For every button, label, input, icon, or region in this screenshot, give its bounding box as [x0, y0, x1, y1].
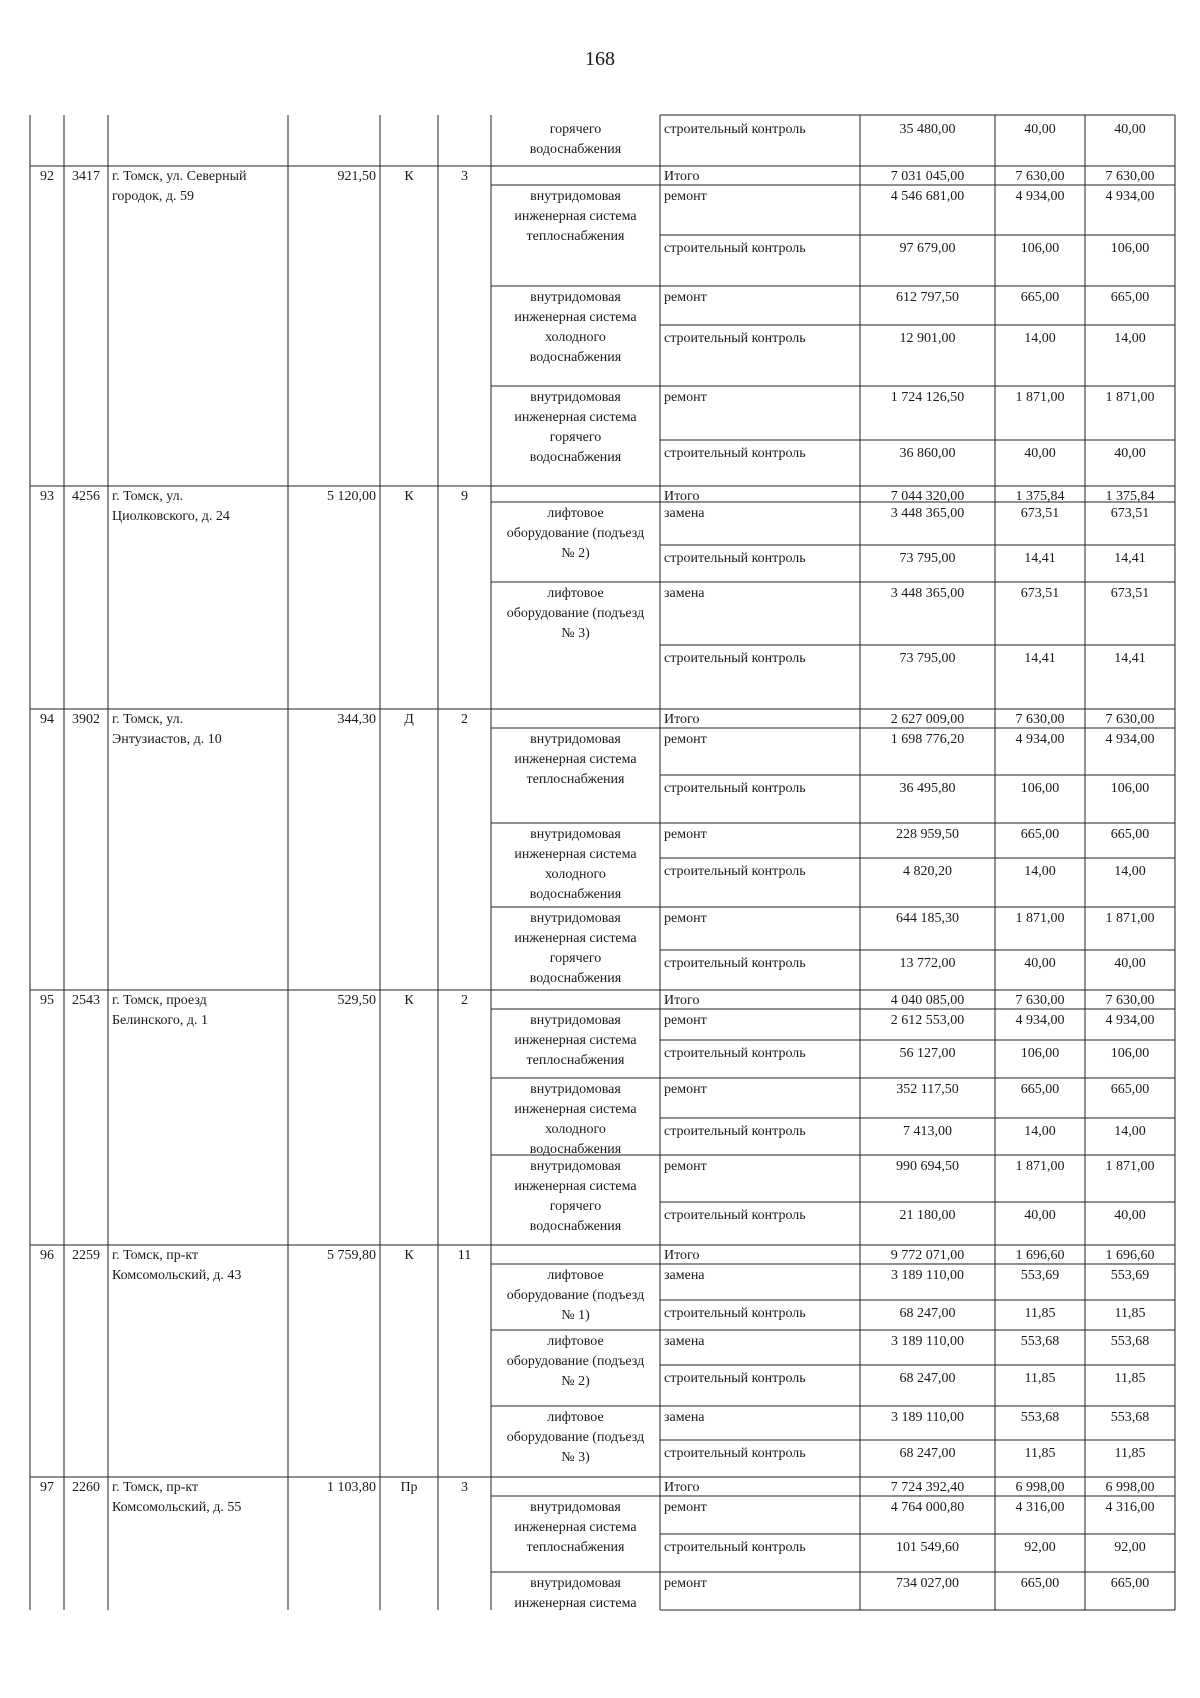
- cost-limit: 665,00: [1110, 827, 1150, 842]
- total-label: Итого: [664, 712, 700, 727]
- cost-limit: 553,68: [1110, 1410, 1150, 1425]
- cost-limit: 4 316,00: [1105, 1500, 1155, 1515]
- system-name: внутридомовая инженерная система холодного водоснабжения: [514, 1082, 637, 1157]
- cost-per-m2: 14,41: [1024, 551, 1056, 566]
- cost-limit: 11,85: [1114, 1446, 1146, 1461]
- house-area: 5 759,80: [327, 1248, 376, 1263]
- house-type: К: [404, 993, 414, 1008]
- house-address: г. Томск, ул. Энтузиастов, д. 10: [112, 712, 222, 747]
- cost-per-m2: 40,00: [1024, 122, 1056, 137]
- work-type: ремонт: [664, 911, 707, 926]
- work-cost: 2 612 553,00: [890, 1013, 965, 1028]
- cost-limit: 14,41: [1114, 551, 1146, 566]
- total-limit: 1 375,84: [1105, 489, 1155, 504]
- cost-per-m2: 14,00: [1024, 331, 1056, 346]
- row-number: 93: [40, 489, 54, 504]
- work-cost: 990 694,50: [896, 1159, 959, 1174]
- work-cost: 36 860,00: [899, 446, 956, 461]
- work-cost: 3 189 110,00: [891, 1334, 964, 1349]
- system-name: внутридомовая инженерная система теплоснабжения: [514, 732, 637, 787]
- work-cost: 13 772,00: [899, 956, 956, 971]
- work-cost: 68 247,00: [899, 1371, 956, 1386]
- cost-per-m2: 665,00: [1020, 1082, 1060, 1097]
- work-type: строительный контроль: [664, 651, 806, 666]
- cost-limit: 553,69: [1110, 1268, 1150, 1283]
- total-label: Итого: [664, 1248, 700, 1263]
- cost-limit: 106,00: [1110, 1046, 1150, 1061]
- cost-per-m2: 1 871,00: [1015, 390, 1065, 405]
- floor-count: 9: [461, 489, 468, 504]
- total-limit: 7 630,00: [1105, 993, 1155, 1008]
- work-cost: 68 247,00: [899, 1306, 956, 1321]
- work-type: замена: [664, 506, 705, 521]
- work-cost: 3 189 110,00: [891, 1410, 964, 1425]
- work-type: ремонт: [664, 189, 707, 204]
- total-label: Итого: [664, 169, 700, 184]
- work-type: ремонт: [664, 1159, 707, 1174]
- total-limit: 7 630,00: [1105, 712, 1155, 727]
- work-type: строительный контроль: [664, 551, 806, 566]
- work-cost: 734 027,00: [896, 1576, 959, 1591]
- work-cost: 3 448 365,00: [890, 506, 965, 521]
- total-cost: 7 724 392,40: [890, 1480, 965, 1495]
- house-area: 529,50: [337, 993, 376, 1008]
- house-area: 1 103,80: [327, 1480, 376, 1495]
- work-cost: 12 901,00: [899, 331, 956, 346]
- house-code: 4256: [72, 489, 100, 504]
- cost-per-m2: 106,00: [1020, 1046, 1060, 1061]
- total-per-m2: 7 630,00: [1015, 993, 1065, 1008]
- work-type: строительный контроль: [664, 864, 806, 879]
- floor-count: 2: [461, 993, 468, 1008]
- work-cost: 352 117,50: [896, 1082, 959, 1097]
- cost-per-m2: 4 934,00: [1015, 732, 1065, 747]
- system-name: лифтовое оборудование (подъезд № 3): [506, 1410, 645, 1465]
- system-name: внутридомовая инженерная система холодного водоснабжения: [514, 290, 637, 365]
- total-per-m2: 1 696,60: [1015, 1248, 1065, 1263]
- house-type: К: [404, 169, 414, 184]
- system-name: внутридомовая инженерная система теплоснабжения: [514, 1500, 637, 1555]
- system-name: внутридомовая инженерная система горячего водоснабжения: [514, 911, 637, 986]
- row-number: 96: [40, 1248, 54, 1263]
- floor-count: 3: [461, 169, 468, 184]
- house-code: 2259: [72, 1248, 100, 1263]
- cost-limit: 665,00: [1110, 290, 1150, 305]
- cost-per-m2: 11,85: [1024, 1371, 1056, 1386]
- cost-limit: 4 934,00: [1105, 189, 1155, 204]
- cost-limit: 1 871,00: [1105, 911, 1155, 926]
- work-cost: 97 679,00: [899, 241, 956, 256]
- work-cost: 73 795,00: [899, 551, 956, 566]
- cost-per-m2: 106,00: [1020, 781, 1060, 796]
- work-type: строительный контроль: [664, 1306, 806, 1321]
- system-name: внутридомовая инженерная система: [514, 1576, 637, 1611]
- house-type: Д: [404, 712, 414, 727]
- work-type: ремонт: [664, 390, 707, 405]
- work-type: строительный контроль: [664, 1540, 806, 1555]
- system-name: лифтовое оборудование (подъезд № 2): [506, 1334, 645, 1389]
- total-cost: 7 044 320,00: [890, 489, 965, 504]
- work-type: ремонт: [664, 827, 707, 842]
- work-cost: 101 549,60: [896, 1540, 959, 1555]
- row-number: 95: [40, 993, 54, 1008]
- cost-limit: 673,51: [1110, 506, 1150, 521]
- row-number: 97: [40, 1480, 54, 1495]
- cost-limit: 4 934,00: [1105, 732, 1155, 747]
- cost-limit: 14,00: [1114, 1124, 1146, 1139]
- house-area: 921,50: [337, 169, 376, 184]
- floor-count: 11: [457, 1248, 472, 1263]
- work-type: строительный контроль: [664, 122, 806, 137]
- work-cost: 3 448 365,00: [890, 586, 965, 601]
- work-cost: 228 959,50: [896, 827, 959, 842]
- work-type: ремонт: [664, 290, 707, 305]
- cost-per-m2: 92,00: [1024, 1540, 1056, 1555]
- total-per-m2: 1 375,84: [1015, 489, 1065, 504]
- total-label: Итого: [664, 1480, 700, 1495]
- system-name: внутридомовая инженерная система горячего водоснабжения: [514, 1159, 637, 1234]
- work-type: замена: [664, 1334, 705, 1349]
- floor-count: 2: [461, 712, 468, 727]
- work-type: ремонт: [664, 732, 707, 747]
- work-type: ремонт: [664, 1082, 707, 1097]
- system-name: внутридомовая инженерная система теплоснабжения: [514, 1013, 637, 1068]
- work-cost: 612 797,50: [896, 290, 959, 305]
- cost-per-m2: 4 316,00: [1015, 1500, 1065, 1515]
- work-cost: 21 180,00: [899, 1208, 956, 1223]
- cost-per-m2: 665,00: [1020, 827, 1060, 842]
- work-type: строительный контроль: [664, 1446, 806, 1461]
- work-cost: 4 546 681,00: [890, 189, 965, 204]
- work-type: строительный контроль: [664, 1046, 806, 1061]
- work-cost: 56 127,00: [899, 1046, 956, 1061]
- work-cost: 68 247,00: [899, 1446, 956, 1461]
- house-area: 5 120,00: [327, 489, 376, 504]
- total-cost: 7 031 045,00: [890, 169, 965, 184]
- system-name: лифтовое оборудование (подъезд № 2): [506, 506, 645, 561]
- cost-per-m2: 673,51: [1020, 586, 1060, 601]
- cost-per-m2: 553,68: [1020, 1410, 1060, 1425]
- work-type: ремонт: [664, 1500, 707, 1515]
- work-cost: 1 698 776,20: [890, 732, 965, 747]
- work-type: строительный контроль: [664, 1124, 806, 1139]
- system-name: внутридомовая инженерная система холодного водоснабжения: [514, 827, 637, 902]
- system-name: лифтовое оборудование (подъезд № 3): [506, 586, 645, 641]
- work-cost: 73 795,00: [899, 651, 956, 666]
- system-name: внутридомовая инженерная система теплоснабжения: [514, 189, 637, 244]
- work-type: строительный контроль: [664, 956, 806, 971]
- house-address: г. Томск, пр-кт Комсомольский, д. 43: [112, 1248, 242, 1283]
- work-type: замена: [664, 586, 705, 601]
- house-area: 344,30: [337, 712, 376, 727]
- system-name: горячего водоснабжения: [529, 122, 622, 157]
- total-limit: 7 630,00: [1105, 169, 1155, 184]
- work-type: ремонт: [664, 1576, 707, 1591]
- house-type: К: [404, 489, 414, 504]
- cost-per-m2: 1 871,00: [1015, 1159, 1065, 1174]
- cost-per-m2: 4 934,00: [1015, 1013, 1065, 1028]
- house-type: К: [404, 1248, 414, 1263]
- cost-per-m2: 14,41: [1024, 651, 1056, 666]
- house-address: г. Томск, ул. Северный городок, д. 59: [112, 169, 247, 204]
- cost-per-m2: 665,00: [1020, 1576, 1060, 1591]
- cost-limit: 1 871,00: [1105, 390, 1155, 405]
- house-code: 3902: [72, 712, 100, 727]
- total-limit: 1 696,60: [1105, 1248, 1155, 1263]
- house-address: г. Томск, пр-кт Комсомольский, д. 55: [112, 1480, 242, 1515]
- total-per-m2: 6 998,00: [1015, 1480, 1065, 1495]
- cost-per-m2: 553,68: [1020, 1334, 1060, 1349]
- cost-per-m2: 4 934,00: [1015, 189, 1065, 204]
- work-type: строительный контроль: [664, 241, 806, 256]
- total-per-m2: 7 630,00: [1015, 712, 1065, 727]
- cost-limit: 40,00: [1114, 446, 1146, 461]
- cost-per-m2: 14,00: [1024, 1124, 1056, 1139]
- work-cost: 36 495,80: [899, 781, 956, 796]
- total-cost: 2 627 009,00: [890, 712, 965, 727]
- cost-per-m2: 40,00: [1024, 446, 1056, 461]
- cost-limit: 106,00: [1110, 781, 1150, 796]
- cost-limit: 665,00: [1110, 1082, 1150, 1097]
- cost-per-m2: 553,69: [1020, 1268, 1060, 1283]
- work-type: строительный контроль: [664, 446, 806, 461]
- row-number: 92: [40, 169, 54, 184]
- cost-per-m2: 673,51: [1020, 506, 1060, 521]
- row-number: 94: [40, 712, 54, 727]
- house-address: г. Томск, проезд Белинского, д. 1: [112, 993, 209, 1028]
- cost-per-m2: 40,00: [1024, 956, 1056, 971]
- cost-per-m2: 40,00: [1024, 1208, 1056, 1223]
- work-type: строительный контроль: [664, 1371, 806, 1386]
- cost-per-m2: 665,00: [1020, 290, 1060, 305]
- work-cost: 4 764 000,80: [890, 1500, 965, 1515]
- work-type: замена: [664, 1410, 705, 1425]
- cost-limit: 14,00: [1114, 331, 1146, 346]
- system-name: внутридомовая инженерная система горячего водоснабжения: [514, 390, 637, 465]
- cost-limit: 673,51: [1110, 586, 1150, 601]
- floor-count: 3: [461, 1480, 468, 1495]
- total-per-m2: 7 630,00: [1015, 169, 1065, 184]
- cost-limit: 11,85: [1114, 1371, 1146, 1386]
- work-cost: 3 189 110,00: [891, 1268, 964, 1283]
- work-type: строительный контроль: [664, 1208, 806, 1223]
- work-type: строительный контроль: [664, 331, 806, 346]
- work-cost: 644 185,30: [896, 911, 959, 926]
- cost-limit: 40,00: [1114, 122, 1146, 137]
- cost-limit: 665,00: [1110, 1576, 1150, 1591]
- cost-per-m2: 1 871,00: [1015, 911, 1065, 926]
- work-cost: 4 820,20: [903, 864, 952, 879]
- work-type: ремонт: [664, 1013, 707, 1028]
- cost-limit: 92,00: [1114, 1540, 1146, 1555]
- cost-per-m2: 11,85: [1024, 1446, 1056, 1461]
- total-cost: 9 772 071,00: [890, 1248, 965, 1263]
- cost-limit: 4 934,00: [1105, 1013, 1155, 1028]
- cost-limit: 40,00: [1114, 956, 1146, 971]
- house-code: 3417: [72, 169, 100, 184]
- house-code: 2543: [72, 993, 100, 1008]
- page-number: 168: [585, 48, 615, 70]
- total-label: Итого: [664, 489, 700, 504]
- cost-limit: 14,00: [1114, 864, 1146, 879]
- cost-per-m2: 106,00: [1020, 241, 1060, 256]
- cost-limit: 1 871,00: [1105, 1159, 1155, 1174]
- work-type: строительный контроль: [664, 781, 806, 796]
- total-limit: 6 998,00: [1105, 1480, 1155, 1495]
- cost-limit: 553,68: [1110, 1334, 1150, 1349]
- total-label: Итого: [664, 993, 700, 1008]
- cost-per-m2: 14,00: [1024, 864, 1056, 879]
- work-type: замена: [664, 1268, 705, 1283]
- cost-limit: 11,85: [1114, 1306, 1146, 1321]
- cost-per-m2: 11,85: [1024, 1306, 1056, 1321]
- work-cost: 35 480,00: [899, 122, 956, 137]
- cost-limit: 40,00: [1114, 1208, 1146, 1223]
- total-cost: 4 040 085,00: [890, 993, 965, 1008]
- work-cost: 7 413,00: [903, 1124, 952, 1139]
- house-code: 2260: [72, 1480, 100, 1495]
- work-cost: 1 724 126,50: [890, 390, 965, 405]
- house-address: г. Томск, ул. Циолковского, д. 24: [112, 489, 230, 524]
- cost-limit: 106,00: [1110, 241, 1150, 256]
- system-name: лифтовое оборудование (подъезд № 1): [506, 1268, 645, 1323]
- house-type: Пр: [400, 1480, 418, 1495]
- cost-limit: 14,41: [1114, 651, 1146, 666]
